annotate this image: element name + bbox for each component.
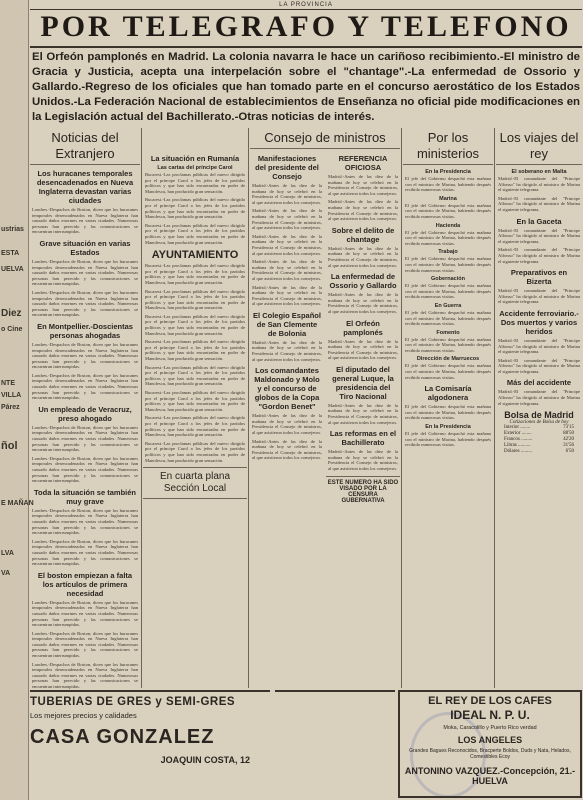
column-rule bbox=[401, 128, 402, 688]
headline: El boston empiezan a falta los artículos de primera necesidad bbox=[37, 570, 133, 598]
column-rule bbox=[141, 128, 142, 688]
article-body: Madrid.-El comandante del "Principe Alfonso" ha dirigido al ministro de Marina el siguiente telegrama. bbox=[498, 176, 580, 193]
bolsa-label: Interior ........ bbox=[504, 425, 531, 431]
article-body: Madrid.-El comandante del "Principe Alfonso" ha dirigido al ministro de Marina el siguiente telegrama. bbox=[498, 195, 580, 212]
subheadline: El soberano en Malta bbox=[511, 169, 567, 175]
consejo-subcol-a bbox=[250, 150, 324, 464]
left-strip-text: LVA bbox=[1, 550, 14, 557]
ad-cafes bbox=[398, 690, 582, 798]
column-rule bbox=[248, 128, 249, 688]
article-body: Londres.-Despachos de Boston, dicen que los huracanes temporales desencadenados en Nueva Inglaterra han causado daños enormes en varias ciudades. Numerosas personas han perecido y las comunicaciones se encuentran interrumpidas. bbox=[32, 289, 138, 318]
column-viajes bbox=[496, 128, 582, 688]
article-body: Madrid.-Antes de las diez de la mañana de hoy se celebró en la Presidencia el Consejo de ministros, al que asistieron todos los consejeros. bbox=[328, 402, 398, 425]
bolsa-label: Libras .......... bbox=[504, 443, 531, 449]
headline: La enfermedad de Ossorio y Gallardo bbox=[329, 272, 397, 291]
consejo-subcol-b bbox=[326, 150, 400, 511]
headline: La situación en Rumanía bbox=[150, 154, 240, 163]
headline: Las reformas en el Bachillerato bbox=[329, 429, 397, 448]
headline: Toda la situación se también muy grave bbox=[34, 487, 136, 506]
article-body: Madrid.-Antes de las diez de la mañana de hoy se celebró en la Presidencia el Consejo de ministros, al que asistieron todos los consejeros. bbox=[252, 339, 322, 362]
article-body: El jefe del Gobierno despachó esta mañana con el ministro de Marina, habiendo después recibido numerosas visitas. bbox=[405, 283, 491, 300]
subheadline: En la Presidencia bbox=[425, 424, 471, 431]
left-strip-text: UELVA bbox=[1, 266, 24, 273]
left-strip-text: NTE bbox=[1, 380, 15, 387]
bolsa-value: 42'20 bbox=[563, 437, 574, 443]
cuarta-plana-box: En cuarta plana Sección Local bbox=[143, 467, 247, 499]
left-strip-text: VILLA bbox=[1, 392, 22, 399]
article-body: Madrid.-Antes de las diez de la mañana de hoy se celebró en la Presidencia el Consejo de ministros, al que asistieron todos los consejeros. bbox=[252, 208, 322, 231]
article-body: Bucarest.-Las proclamas públicas del nuevo dirigido por el príncipe Carol a los jefes de los partidos políticos y que han sido encontradas en poder de Manolescu, han producido gran sensación. bbox=[145, 390, 245, 412]
article-body: Madrid.-El comandante del "Principe Alfonso" ha dirigido al ministro de Marina el siguiente telegrama. bbox=[498, 227, 580, 244]
ad-address: ANTONINO VAZQUEZ.-Concepción, 21.-HUELVA bbox=[404, 766, 576, 786]
column-rumania bbox=[143, 128, 247, 688]
headline: La Comisaría algodonera bbox=[424, 384, 472, 403]
article-body: Madrid.-El comandante del "Principe Alfonso" ha dirigido al ministro de Marina el siguiente telegrama. bbox=[498, 337, 580, 355]
bolsa-value: 73'15 bbox=[563, 425, 574, 431]
article-body: Bucarest.-Las proclamas públicas del nuevo dirigido por el príncipe Carol a los jefes de los partidos políticos y que han sido encontradas en poder de Manolescu, han producido gran sensación. bbox=[145, 364, 245, 387]
article-body: Londres.-Despachos de Boston, dicen que los huracanes temporales desencadenados en Nueva Inglaterra han causado daños enormes en varias ciudades. Numerosas personas han perecido y las comunicaciones se encuentran interrumpidas. bbox=[32, 538, 138, 567]
bolsa-subtitle: Cotizaciones de Bolsa de hoy bbox=[509, 420, 569, 426]
left-strip-adjacent-page bbox=[0, 0, 34, 800]
subheadline: Marina bbox=[439, 195, 457, 202]
article-body: Bucarest.-Las proclamas públicas del nuevo dirigido por el príncipe Carol a los jefes de los partidos políticos y que han sido encontradas en poder de Manolescu, han producido gran sensación. bbox=[145, 415, 245, 438]
article-body: Londres.-Despachos de Boston, dicen que los huracanes temporales desencadenados en Nueva Inglaterra han causado daños enormes en varias ciudades. Numerosas personas han perecido y las comunicaciones se encuentran interrumpidas. bbox=[32, 372, 138, 401]
column-rule bbox=[494, 128, 495, 688]
left-strip-text: o Cine bbox=[1, 326, 23, 333]
main-page bbox=[30, 0, 582, 800]
column-extranjero bbox=[30, 128, 140, 688]
article-body: Madrid.-Antes de las diez de la mañana de hoy se celebró en la Presidencia el Consejo de ministros, al que asistieron todos los consejeros. bbox=[252, 413, 322, 436]
article-body: Madrid.-El comandante del "Principe Alfonso" ha dirigido al ministro de Marina el siguiente telegrama. bbox=[498, 389, 580, 406]
article-body: Londres.-Despachos de Boston, dicen que los huracanes temporales desencadenados en Nueva Inglaterra han causado daños enormes en varias ciudades. Numerosas personas han perecido y las comunicaciones se encuentran interrumpidas. bbox=[32, 424, 138, 453]
article-body: Bucarest.-Las proclamas públicas del nuevo dirigido por el príncipe Carol a los jefes de los partidos políticos y que han sido encontradas en poder de Manolescu, han producido gran sensación. bbox=[145, 313, 245, 336]
column-ministerios bbox=[403, 128, 493, 688]
article-body: Madrid.-El comandante del "Principe Alfonso" ha dirigido al ministro de Marina el siguiente telegrama. bbox=[498, 288, 580, 305]
headline: AYUNTAMIENTO bbox=[151, 249, 239, 262]
ad-brand: CASA GONZALEZ bbox=[30, 726, 215, 748]
lead-summary: El Orfeón pamplonés en Madrid. La colonia navarra le hace un cariñoso recibimiento.-El ministro de Gracia y Justicia, acepta una interpelación sobre el "chantage".-La enfermedad de Ossorio y Gallardo.-Regreso de los oficiales que han tomado parte en el concurso aerostático de los Estados Unidos.-La Federación Nacional de establecimientos de Enseñanza no oficial pide modificaciones en la Legislación actual del Bachillerato.-Otras noticias de interés. bbox=[32, 51, 580, 123]
article-body: Londres.-Despachos de Boston, dicen que los huracanes temporales desencadenados en Nueva Inglaterra han causado daños enormes en varias ciudades. Numerosas personas han perecido y las comunicaciones se encuentran interrumpidas. bbox=[32, 207, 138, 235]
article-body: El jefe del Gobierno despachó esta mañana con el ministro de Marina, habiendo después recibido numerosas visitas. bbox=[405, 336, 491, 353]
columns bbox=[30, 128, 582, 688]
headline: Los comandantes Maldonado y Molo y el concurso de globos de la Copa "Gordon Benet" bbox=[254, 366, 320, 412]
subheadline: Fomento bbox=[436, 329, 460, 336]
article-body: Londres.-Despachos de Boston, dicen que los huracanes temporales desencadenados en Nueva Inglaterra han causado daños enormes en varias ciudades. Numerosas personas han perecido y las comunicaciones se encuentran interrumpidas. bbox=[32, 630, 138, 659]
headline: Preparativos en Bizerta bbox=[510, 268, 568, 287]
article-body: Bucarest.-Las proclamas públicas del nuevo dirigido por el príncipe Carol a los jefes de los partidos políticos y que han sido encontradas en poder de Manolescu, han producido gran sensación. bbox=[145, 288, 245, 311]
section-title: Los viajes del rey bbox=[496, 130, 582, 165]
article-body: Bucarest.-Las proclamas públicas del nuevo dirigido por el príncipe Carol a los jefes de los partidos políticos y que han sido encontradas en poder de Manolescu, han producido gran sensación. bbox=[145, 172, 245, 194]
bolsa-label: Dólares ......... bbox=[504, 449, 533, 455]
article-body: Londres.-Despachos de Boston, dicen que los huracanes temporales desencadenados en Nueva Inglaterra han causado daños enormes en varias ciudades. Numerosas personas han perecido y las comunicaciones se encuentran interrumpidas. bbox=[32, 341, 138, 370]
headline: REFERENCIA OFICIOSA bbox=[338, 154, 388, 172]
section-title: Noticias del Extranjero bbox=[30, 130, 140, 165]
ad-headline: TUBERIAS DE GRES y SEMI-GRES bbox=[30, 696, 236, 708]
headline: El Orfeón pamplonés bbox=[343, 318, 383, 337]
bolsa-label: Exterior ........ bbox=[504, 431, 532, 437]
left-strip-text: ustrias bbox=[1, 226, 24, 233]
article-body: Madrid.-Antes de las diez de la mañana de hoy se celebró en la Presidencia el Consejo de ministros, al que asistieron todos los consejeros. bbox=[252, 183, 322, 205]
ad-address: JOAQUIN COSTA, 12 bbox=[160, 755, 250, 765]
headline: Grave situación en varias Estados bbox=[39, 238, 131, 257]
article-body: Bucarest.-Las proclamas públicas del nuevo dirigido por el príncipe Carol a los jefes de los partidos políticos y que han sido encontradas en poder de Manolescu, han producido gran sensación. bbox=[145, 222, 245, 245]
article-body: El jefe del Gobierno despachó esta mañana con el ministro de Marina, habiendo después recibido numerosas visitas. bbox=[405, 202, 491, 219]
article-body: El jefe del Gobierno despachó esta mañana con el ministro de Marina, habiendo después recibido numerosas visitas. bbox=[405, 404, 491, 421]
headline: Más del accidente bbox=[506, 378, 572, 388]
article-body: El jefe del Gobierno despachó esta mañana con el ministro de Marina, habiendo después recibido numerosas visitas. bbox=[405, 229, 491, 246]
left-strip-text: Diez bbox=[1, 308, 22, 319]
left-strip-text: ESTA bbox=[1, 250, 20, 257]
article-body: Madrid.-Antes de las diez de la mañana de hoy se celebró en la Presidencia el Consejo de ministros, al que asistieron todos los consejeros. bbox=[252, 438, 322, 461]
article-body: Madrid.-Antes de las diez de la mañana de hoy se celebró en la Presidencia el Consejo de ministros, al que asistieron todos los consejeros. bbox=[328, 292, 398, 314]
headline: Los huracanes temporales desencadenados en Nueva Inglaterra devastan varias ciudades bbox=[36, 169, 134, 205]
ad-subbrand: LOS ANGELES bbox=[457, 735, 523, 745]
bolsa-label: Francos ......... bbox=[504, 437, 533, 443]
article-body: Madrid.-Antes de las diez de la mañana de hoy se celebró en la Presidencia el Consejo de ministros, al que asistieron todos los consejeros. bbox=[252, 233, 322, 256]
article-body: Bucarest.-Las proclamas públicas del nuevo dirigido por el príncipe Carol a los jefes de los partidos políticos y que han sido encontradas en poder de Manolescu, han producido gran sensación. bbox=[145, 440, 245, 463]
subheadline: Dirección de Marruecos bbox=[416, 356, 480, 363]
article-body: El jefe del Gobierno despachó esta mañana con el ministro de Marina, habiendo después recibido numerosas visitas. bbox=[405, 176, 491, 193]
ad-products: Grandes Bagues Reconocidos, Bracperte Boldos, Duds y Nata, Helados, Comestibles Ecoy bbox=[409, 748, 571, 760]
masthead-rule bbox=[30, 46, 582, 48]
bolsa-row bbox=[504, 449, 574, 455]
article-body: El jefe del Gobierno despachó esta mañana con el ministro de Marina, habiendo después recibido numerosas visitas. bbox=[405, 309, 491, 327]
article-body: Madrid.-Antes de las diez de la mañana de hoy se celebró en la Presidencia el Consejo de ministros, al que asistieron todos los consejeros. bbox=[252, 284, 322, 307]
bolsa-title: Bolsa de Madrid bbox=[504, 410, 574, 421]
subheadline: Trabajo bbox=[438, 249, 458, 256]
left-strip-text: ñol bbox=[1, 440, 18, 452]
headline: Un empleado de Veracruz, preso ahogado bbox=[38, 404, 132, 423]
article-body: Londres.-Despachos de Boston, dicen que los huracanes temporales desencadenados en Nueva Inglaterra han causado daños enormes en varias ciudades. Numerosas personas han perecido y las comunicaciones se encuentran interrumpidas. bbox=[32, 599, 138, 628]
section-title: Consejo de ministros bbox=[250, 130, 400, 149]
article-body: Londres.-Despachos de Boston, dicen que los huracanes temporales desencadenados en Nueva Inglaterra han causado daños enormes en varias ciudades. Numerosas personas han perecido y las comunicaciones se encuentran interrumpidas. bbox=[32, 455, 138, 484]
article-body: Madrid.-Antes de las diez de la mañana de hoy se celebró en la Presidencia el Consejo de ministros, al que asistieron todos los consejeros. bbox=[328, 449, 398, 472]
ad-headline: EL REY DE LOS CAFES bbox=[428, 695, 552, 707]
article-body: El jefe del Gobierno despachó esta mañana con el ministro de Marina, habiendo después recibido numerosas visitas. bbox=[405, 256, 491, 273]
article-body: Madrid.-El comandante del "Principe Alfonso" ha dirigido al ministro de Marina el siguiente telegrama. bbox=[498, 247, 580, 264]
article-body: Madrid.-Antes de las diez de la mañana de hoy se celebró en la Presidencia el Consejo de ministros, al que asistieron todos los consejeros. bbox=[328, 174, 398, 196]
headline: El diputado del general Luque, la presidencia del Tiro Nacional bbox=[332, 364, 394, 401]
ad-casa-gonzalez bbox=[30, 690, 270, 800]
article-body: Bucarest.-Las proclamas públicas del nuevo dirigido por el príncipe Carol a los jefes de los partidos políticos y que han sido encontradas en poder de Manolescu, han producido gran sensación. bbox=[145, 263, 245, 285]
headline: En Montpellier.-Doscientas personas ahogadas bbox=[37, 321, 133, 340]
ad-tagline: Moka, Caracolillo y Puerto Rico verdad bbox=[443, 725, 537, 731]
article-body: Madrid.-Antes de las diez de la mañana de hoy se celebró en la Presidencia el Consejo de ministros, al que asistieron todos los consejeros. bbox=[252, 259, 322, 281]
subheadline: Hacienda bbox=[435, 222, 461, 229]
ad-brand: IDEAL N. P. U. bbox=[450, 708, 530, 722]
article-body: Londres.-Despachos de Boston, dicen que los huracanes temporales desencadenados en Nueva Inglaterra han causado daños enormes en varias ciudades. Numerosas personas han perecido y las comunicaciones se encuentran interrumpidas. bbox=[32, 258, 138, 287]
subheadline: En Guerra bbox=[434, 302, 462, 309]
bolsa-value: 88'50 bbox=[563, 431, 574, 437]
headline: Manifestaciones del presidente del Consejo bbox=[255, 154, 319, 181]
headline: En la Gaceta bbox=[516, 216, 562, 226]
censorship-note: ESTE NUMERO HA SIDO VISADO POR LA CENSURA GUBERNATIVA bbox=[326, 476, 400, 507]
article-body: Madrid.-El comandante del "Principe Alfonso" ha dirigido al ministro de Marina el siguiente telegrama. bbox=[498, 357, 580, 374]
article-body: Bucarest.-Las proclamas públicas del nuevo dirigido por el príncipe Carol a los jefes de los partidos políticos y que han sido encontradas en poder de Manolescu, han producido gran sensación. bbox=[145, 339, 245, 362]
ad-middle bbox=[275, 690, 395, 800]
column-consejo bbox=[250, 128, 400, 688]
article-body: El jefe del Gobierno despachó esta mañana con el ministro de Marina, habiendo después recibido numerosas visitas. bbox=[405, 431, 491, 448]
left-strip-text: VA bbox=[1, 570, 11, 577]
subheadline: En la Presidencia bbox=[425, 169, 471, 175]
subheadline: Gobernación bbox=[431, 276, 465, 283]
bolsa-value: 6'50 bbox=[565, 449, 574, 455]
bolsa-value: 31'56 bbox=[563, 443, 574, 449]
article-body: El jefe del Gobierno despachó esta mañana con el ministro de Marina, habiendo después recibido numerosas visitas. bbox=[405, 363, 491, 380]
headline: Sobre el delito de chantage bbox=[331, 225, 395, 244]
article-body: Madrid.-Antes de las diez de la mañana de hoy se celebró en la Presidencia el Consejo de ministros, al que asistieron todos los consejeros. bbox=[328, 338, 398, 361]
masthead: POR TELEGRAFO Y TELEFONO bbox=[40, 10, 572, 43]
paper-name: LA PROVINCIA bbox=[279, 2, 333, 8]
article-body: Londres.-Despachos de Boston, dicen que los huracanes temporales desencadenados en Nueva Inglaterra han causado daños enormes en varias ciudades. Numerosas personas han perecido y las comunicaciones se encuentran interrumpidas. bbox=[32, 661, 138, 690]
headline: El Colegio Español de San Clemente de Bolonia bbox=[253, 310, 321, 338]
subheadline: Las cartas del príncipe Carol bbox=[157, 165, 233, 171]
article-body: Londres.-Despachos de Boston, dicen que los huracanes temporales desencadenados en Nueva Inglaterra han causado daños enormes en varias ciudades. Numerosas personas han perecido y las comunicaciones se encuentran interrumpidas. bbox=[32, 507, 138, 536]
left-strip-text: E MAÑAN bbox=[1, 500, 34, 507]
article-body: Bucarest.-Las proclamas públicas del nuevo dirigido por el príncipe Carol a los jefes de los partidos políticos y que han sido encontradas en poder de Manolescu, han producido gran sensación. bbox=[145, 197, 245, 220]
headline: Accidente ferroviario.-Dos muertos y varios heridos bbox=[499, 308, 579, 336]
article-body: Madrid.-Antes de las diez de la mañana de hoy se celebró en la Presidencia el Consejo de ministros, al que asistieron todos los consejeros. bbox=[328, 199, 398, 222]
left-strip-text: Párez bbox=[1, 404, 20, 411]
section-title: Por los ministerios bbox=[403, 130, 493, 165]
article-body: Madrid.-Antes de las diez de la mañana de hoy se celebró en la Presidencia el Consejo de ministros, al que asistieron todos los consejeros. bbox=[328, 245, 398, 268]
ad-tagline: Los mejores precios y calidades bbox=[30, 711, 137, 720]
